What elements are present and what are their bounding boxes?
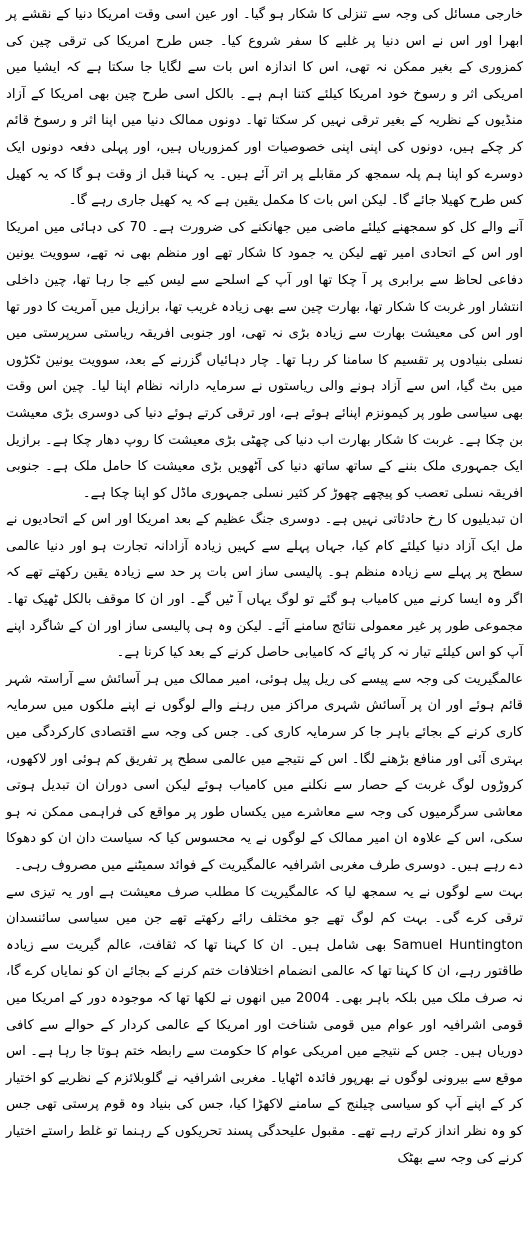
article-paragraph-5: بہت سے لوگوں نے یہ سمجھ لیا کہ عالمگیریت کا مطلب صرف معیشت ہے اور یہ تیزی سے ترقی کرے گی۔ بہت کم لوگ تھے جو مختلف رائے رکھتے تھے جن میں سیاسی سائنسدان Samuel Huntington بھی شامل ہیں۔ ان کا کہنا تھا کہ ثقافت، عالم گیریت سے زیادہ طاقتور رہے، ان کا کہنا تھا کہ عالمی انضمام اختلافات ختم کرنے کے بجائے ان کو نمایاں کرے گا، نہ صرف ملک میں بلکہ باہر بھی۔ 2004 میں انھوں نے لکھا تھا کہ موجودہ دور کے امریکا میں قومی اشرافیہ اور عوام میں قومی شناخت اور امریکا کے عالمی کردار کے حوالے سے کافی دوریاں ہیں۔ جس کے نتیجے میں امریکی عوام کا حکومت سے رابطہ ختم ہوتا جا رہا ہے۔ اس موقع سے بیرونی لوگوں نے بھرپور فائدہ اٹھایا۔ مغربی اشرافیہ نے گلوبلائزم کے نظریے کو اختیار کر کے اپنے آپ کو سیاسی چیلنج کے سامنے لاکھڑا کیا، جس کی بنیاد وہ قوم پرستی تھی جس کو وہ نظر انداز کرتے رہے تھے۔ مقبول علیحدگی پسند تحریکوں کے رہنما تو غلط راستے اختیار کرنے کی وجہ سے بھٹک xyxy=(6,884,524,1166)
article-paragraph-2: آنے والے کل کو سمجھنے کیلئے ماضی میں جھانکنے کی ضرورت ہے۔ 70 کی دہائی میں امریکا اور اس کے اتحادی امیر تھے لیکن یہ جمود کا شکار تھے اور منظم بھی نہ تھے، سوویت یونین دفاعی لحاظ سے برابری پر آ چکا تھا اور آپ کے اسلحے سے لیس کیے جا رہا تھا، چین داخلی انتشار اور غربت کا شکار تھا، بھارت چین سے بھی زیادہ غریب تھا، برازیل میں آمریت کا دور تھا اور اس کی معیشت بھارت سے زیادہ بڑی نہ تھی، اور جنوبی افریقہ ریاستی سرپرستی میں نسلی بنیادوں پر تقسیم کا سامنا کر رہا تھا۔ چار دہائیاں گزرنے کے بعد، سوویت یونین ٹکڑوں میں بٹ گیا، اس سے آزاد ہونے والی ریاستوں نے سرمایہ دارانہ نظام اپنا لیا۔ چین اس وقت بھی سیاسی طور پر کیمونزم اپنائے ہوئے ہے، اور ترقی کرتے ہوئے دنیا کی دوسری بڑی معیشت بن چکا ہے۔ غربت کا شکار بھارت اب دنیا کی چھٹی بڑی معیشت کا روپ دھار چکا ہے۔ برازیل ایک جمہوری ملک بننے کے ساتھ ساتھ دنیا کی آٹھویں بڑی معیشت کا حامل ملک ہے۔ جنوبی افریقہ نسلی تعصب کو پیچھے چھوڑ کر کثیر نسلی جمہوری ماڈل کو اپنا چکا ہے۔ xyxy=(6,219,524,501)
article-paragraph-4: عالمگیریت کی وجہ سے پیسے کی ریل پیل ہوئی، امیر ممالک میں ہر آسائش سے آراستہ شہر قائم ہوئے اور ان پر آسائش شہری مراکز میں رہنے والے لوگوں نے اپنے ملکوں میں سرمایہ کاری کرنے کے بجائے باہر جا کر سرمایہ کاری کی۔ جس کی وجہ سے اقتصادی کارکردگی میں بہتری آئی اور منافع بڑھنے لگا۔ اس کے نتیجے میں عالمی سطح پر تفریق کم ہوئی اور لاکھوں، کروڑوں لوگ غربت کے حصار سے نکلنے میں کامیاب ہوئے لیکن اسی دوران ان تبدیل ہوتی معاشی سرگرمیوں کی وجہ سے معاشرے میں یکساں طور پر مواقع کی فراہمی ممکن نہ ہو سکی، اس کے علاوہ ان امیر ممالک کے لوگوں نے یہ محسوس کیا کہ سیاست دان ان کو دھوکا دے رہے ہیں۔ دوسری طرف مغربی اشرافیہ عالمگیریت کے فوائد سمیٹنے میں مصروف رہی۔ xyxy=(6,671,523,873)
article-paragraph-1: خارجی مسائل کی وجہ سے تنزلی کا شکار ہو گیا۔ اور عین اسی وقت امریکا دنیا کے نقشے پر ابھرا اور اس نے اس دنیا پر غلبے کا سفر شروع کیا۔ جس طرح امریکا کی ترقی چین کی کمزوری کے بغیر ممکن نہ تھی، اس کا اندازہ اس بات سے لگایا جا سکتا ہے کہ ایشیا میں امریکی اثر و رسوخ خود امریکا کیلئے کتنا اہم ہے۔ بالکل اسی طرح چین بھی امریکا کے آزاد منڈیوں کے نظریہ کے بغیر ترقی نہیں کر سکتا تھا۔ دونوں ممالک دنیا میں اپنا اثر و رسوخ قائم کر چکے ہیں، دونوں کی اپنی اپنی خصوصیات اور کمزوریاں ہیں، اور پہلی دفعہ دونوں ایک دوسرے کو اپنا ہم پلہ سمجھ کر مقابلے پر اتر آئے ہیں۔ یہ کہنا قبل از وقت ہو گا کہ یہ کھیل کس طرح کھیلا جائے گا۔ لیکن اس بات کا مکمل یقین ہے کہ یہ کھیل جاری رہے گا۔ xyxy=(6,7,523,209)
article-paragraph-3: ان تبدیلیوں کا رخ حادثاتی نہیں ہے۔ دوسری جنگ عظیم کے بعد امریکا اور اس کے اتحادیوں نے مل ایک آزاد دنیا کیلئے کام کیا، جہاں پہلے سے کہیں زیادہ آزادانہ تجارت ہو اور دنیا عالمی سطح پر پہلے سے زیادہ منظم ہو۔ پالیسی ساز اس بات پر حد سے زیادہ یقین رکھتے تھے کہ اگر وہ ایسا کرنے میں کامیاب ہو گئے تو لوگ یہاں آ ٹیں گے۔ اور ان کا موقف بالکل ٹھیک تھا۔ مجموعی طور پر غیر معمولی نتائج سامنے آئے۔ لیکن وہ ہی پالیسی ساز اور ان کے شاگرد اپنے آپ کو اس کیلئے تیار نہ کر پائے کہ کامیابی حاصل کرنے کے بعد کیا کرنا ہے۔ xyxy=(6,512,523,661)
